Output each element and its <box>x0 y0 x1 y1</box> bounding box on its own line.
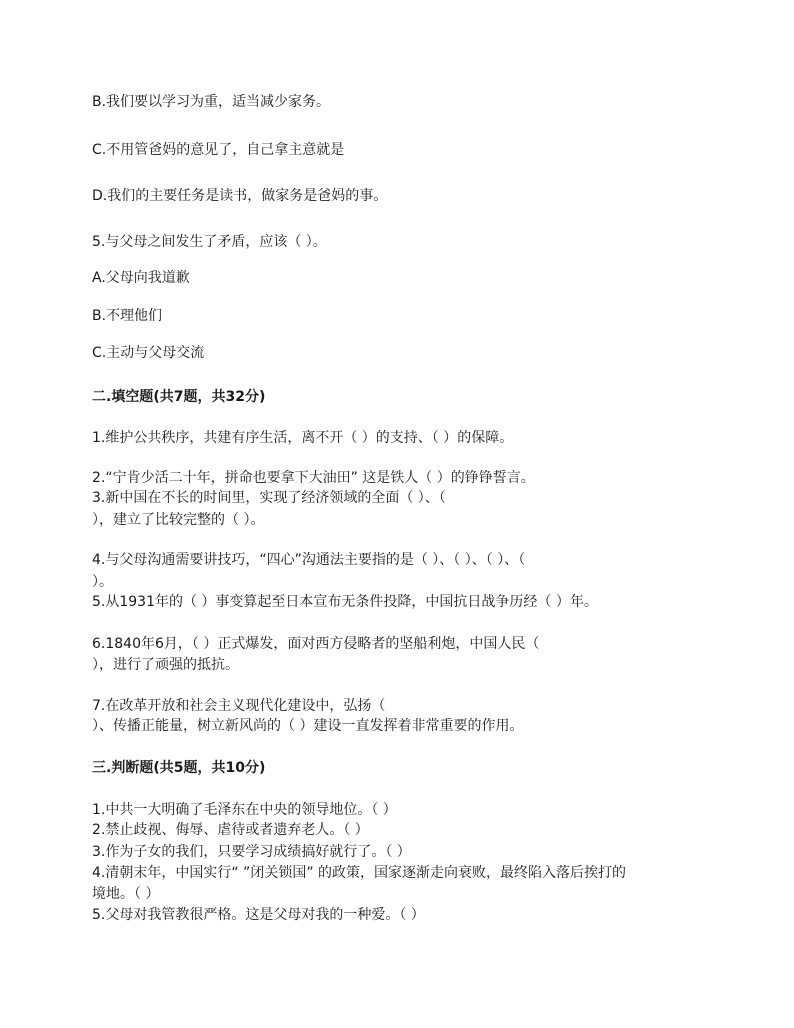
judge-q3: 3.作为子女的我们，只要学习成绩搞好就行了。（ ） <box>92 844 411 860</box>
option-c: C.不用管爸妈的意见了，自己拿主意就是 <box>92 142 345 158</box>
question-5-option-a: A.父母向我道歉 <box>92 270 190 286</box>
option-b: B.我们要以学习为重，适当减少家务。 <box>92 94 331 110</box>
question-5-stem: 5.与父母之间发生了矛盾，应该（ ）。 <box>92 234 327 250</box>
section-2-heading: 二.填空题(共7题，共32分) <box>92 389 266 405</box>
question-5-option-c: C.主动与父母交流 <box>92 345 205 361</box>
judge-q4-line2: 境地。（ ） <box>92 886 160 902</box>
fill-q7-line2: ）、传播正能量，树立新风尚的（ ）建设一直发挥着非常重要的作用。 <box>92 718 524 734</box>
fill-q1: 1.维护公共秩序，共建有序生活，离不开（ ）的支持、（ ）的保障。 <box>92 430 514 446</box>
section-3-heading: 三.判断题(共5题，共10分) <box>92 760 266 776</box>
fill-q7-line1: 7.在改革开放和社会主义现代化建设中，弘扬（ <box>92 698 386 714</box>
fill-q2: 2.“宁肯少活二十年，拼命也要拿下大油田” 这是铁人（ ）的铮铮誓言。 <box>92 470 535 486</box>
question-5-option-b: B.不理他们 <box>92 308 163 324</box>
fill-q4-line2: ）。 <box>92 574 113 590</box>
fill-q3-line1: 3.新中国在不长的时间里，实现了经济领域的全面（ ）、（ <box>92 490 446 506</box>
judge-q5: 5.父母对我管教很严格。这是父母对我的一种爱。（ ） <box>92 907 425 923</box>
fill-q6-line2: ），进行了顽强的抵抗。 <box>92 657 239 673</box>
option-d: D.我们的主要任务是读书，做家务是爸妈的事。 <box>92 188 388 204</box>
judge-q1: 1.中共一大明确了毛泽东在中央的领导地位。（ ） <box>92 802 397 818</box>
fill-q3-line2: ），建立了比较完整的（ ）。 <box>92 512 265 528</box>
fill-q4-line1: 4.与父母沟通需要讲技巧，“四心”沟通法主要指的是（ ）、（ ）、（ ）、（ <box>92 552 526 568</box>
fill-q6-line1: 6.1840年6月，（ ）正式爆发，面对西方侵略者的坚船利炮，中国人民（ <box>92 636 540 652</box>
fill-q5: 5.从1931年的（ ）事变算起至日本宣布无条件投降，中国抗日战争历经（ ）年。 <box>92 594 598 610</box>
judge-q4-line1: 4.清朝末年，中国实行“ ”闭关锁国” 的政策，国家逐渐走向衰败，最终陷入落后挨打的 <box>92 865 627 881</box>
judge-q2: 2.禁止歧视、侮辱、虐待或者遗弃老人。（ ） <box>92 822 369 838</box>
